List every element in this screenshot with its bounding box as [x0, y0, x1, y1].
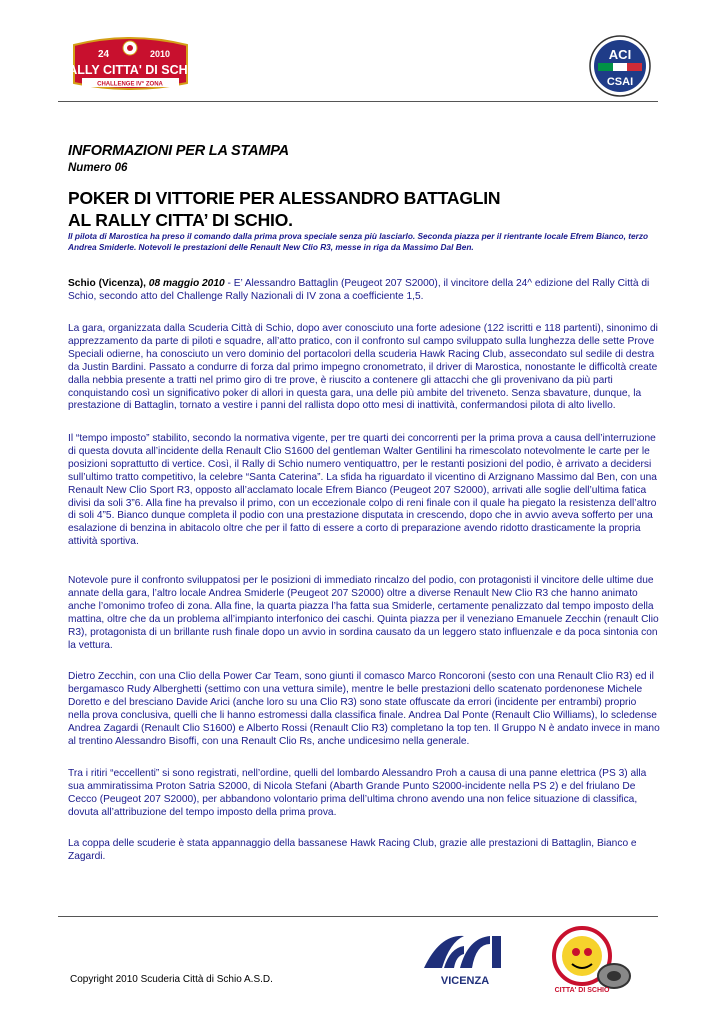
aci-csai-badge-icon — [589, 35, 651, 97]
copyright: Copyright 2010 Scuderia Città di Schio A.S.D. — [70, 974, 273, 985]
lead-date: 08 maggio 2010 — [148, 278, 225, 289]
paragraph-5: Dietro Zecchin, con una Clio della Power Car Team, sono giunti il comasco Marco Roncoroni (sesto con una Renault Clio R3) ed il bergamasco Rudy Alberghetti (settimo con una vettura simile), mentre le belle prestazioni dello scatenato pordenonese Michele Doretto e del bresciano Davide Arici (anche loro su una Clio R3) sono state offuscate da errori (incidente per entrambi) proprio nella prova conclusiva, quelli che li hanno estromessi dalla classifica finale. Andrea Dal Ponte (Renault Clio Williams), lo scledense Andrea Zagardi (Renault Clio S1600) e Alberto Rossi (Renault Clio R3) completano la top ten. Il Gruppo N è andato invece in mano al trentino Alessandro Bisoffi, con una Renault Clio Rs, anche undicesimo nella generale. — [68, 671, 660, 747]
paragraph-6: Tra i ritiri “eccellenti” si sono registrati, nell’ordine, quelli del lombardo Alessandro Proh a causa di una panne elettrica (PS 3) alla sua ammiratissima Proton Satria S2000, di Nicola Stefani (Abarth Grande Punto S2000-incidente nella PS 2) e del friulano De Cecco (Peugeot 207 S2000), per abbandono volontario prima dell’ultima chrono avendo una non felice situazione di classifica, dovuta all’attribuzione del tempo imposto della prima prova. — [68, 768, 647, 818]
lead-text: - E’ Alessandro Battaglin (Peugeot 207 S2000), il vincitore della 24^ edizione del Rally Città di Schio, secondo atto del Challenge Rally Nazionali di IV zona a coefficiente 1,5. — [68, 278, 650, 302]
headline-line-2: AL RALLY CITTA’ DI SCHIO. — [68, 210, 293, 230]
rally-subtitle: CHALLENGE IV° ZONA — [97, 81, 163, 88]
aci-text: ACI — [608, 47, 632, 62]
headline — [68, 187, 500, 231]
paragraph-7: La coppa delle scuderie è stata appannaggio della bassanese Hawk Racing Club, grazie alle prestazioni di Battaglin, Bianco e Zagardi. — [68, 838, 637, 862]
rally-citta-di-schio-logo — [59, 37, 201, 93]
csai-text: CSAI — [606, 76, 634, 88]
scuderia-text: CITTA' DI SCHIO — [554, 987, 610, 994]
header-divider — [58, 101, 658, 102]
paragraph-3: Il “tempo imposto” stabilito, secondo la normativa vigente, per tre quarti dei concorrenti per la prima prova a causa dell’interruzione di questa dovuta all’incidente della Renault Clio S1600 del gentleman Walter Gentilini ha rimescolato notevolmente le carte per le posizioni soprattutto di vertice. Così, il Rally di Schio numero ventiquattro, per le restanti posizioni del podio, è arrivato a decidersi sull’ultimo tratto competitivo, la celebre “Santa Caterina”. La sfida ha riguardato il vicentino di Arzignano Massimo dal Ben, con una Renault New Clio Sport R3, opposto all’acclamato locale Efrem Bianco (Peugeot 207 S2000), arrivati alle soglie dell’ultima fatica divisi da soli 3”6. Alla fine ha prevalso il primo, con un eccezionale colpo di reni finale con il quale ha piegato la resistenza dell’altro di soli 4”5. Bianco dunque completa il podio con una prestazione disputata in crescendo, dopo che in avvio aveva sofferto per una esalazione di benzina in abitacolo oltre che per il fatto di essere a corto di preparazione avendo ridotto drasticamente la propria attività sportiva. — [68, 433, 657, 548]
scuderia-citta-di-schio-logo-icon — [552, 924, 634, 996]
paragraph-2: La gara, organizzata dalla Scuderia Città di Schio, dopo aver conosciuto una forte adesione (122 iscritti e 118 partenti), sinonimo di apprezzamento da parte di piloti e squadre, all’atto pratico, con il confronto sul campo sviluppato sulla lunghezza delle sette Prove Speciali odierne, ha conosciuto un vero dominio del portacolori della scuderia Hawk Racing Club, assecondato sul sedile di destra da Justin Bardini. Passato a condurre di forza dal primo impegno cronometrato, il driver di Marostica, nonostante le difficoltà create dalla nebbia presente a tratti nel primo giro di tre prove, è riuscito a contenere gli attacchi che gli provenivano da più parti conquistando così un significativo poker di allori in questa gara, una delle più ambite del triveneto. Senza sbavature, dunque, la prestazione di Battaglin, tornato a vestire i panni del rallista dopo otto mesi di inattività, confermandosi pilota di alto livello. — [68, 323, 658, 412]
aci-vicenza-text: VICENZA — [440, 975, 490, 987]
rally-edition: 24 — [98, 49, 110, 60]
issue-number: Numero 06 — [68, 162, 128, 174]
footer-divider — [58, 916, 658, 917]
headline-line-1: POKER DI VITTORIE PER ALESSANDRO BATTAGLIN — [68, 188, 501, 208]
section-title: INFORMAZIONI PER LA STAMPA — [68, 143, 289, 159]
paragraph-lead — [68, 278, 660, 304]
rally-year: 2010 — [150, 49, 171, 59]
rally-name: RALLY CITTA' DI SCHIO — [59, 63, 201, 77]
subheadline: Il pilota di Marostica ha preso il comando dalla prima prova speciale senza più lasciarlo. Seconda piazza per il rientrante locale Efrem Bianco, terzo Andrea Smiderle. Notevoli le prestazioni delle Renault New Clio R3, messe in riga da Massimo Dal Ben. — [68, 231, 649, 252]
aci-vicenza-logo-icon — [420, 928, 510, 990]
lead-place: Schio (Vicenza), — [68, 278, 146, 289]
paragraph-4: Notevole pure il confronto sviluppatosi per le posizioni di immediato rincalzo del podio, con protagonisti il vincitore delle ultime due annate della gara, l’altro locale Andrea Smiderle (Peugeot 207 S2000) oltre a diverse Renault New Clio R3 che hanno animato anche l’omonimo trofeo di zona. Alla fine, la quarta piazza l’ha fatta sua Smiderle, certamente penalizzato dal tempo imposto della mattina, oltre che da un problema all’impianto interfonico dei caschi. Quinta piazza per il veneziano Emanuele Zecchin (renault Clio R3), protagonista di un brillante rush finale dopo un avvio in sordina causato da un leggero stato influenzale e da poca sintonia con la vettura. — [68, 575, 659, 651]
